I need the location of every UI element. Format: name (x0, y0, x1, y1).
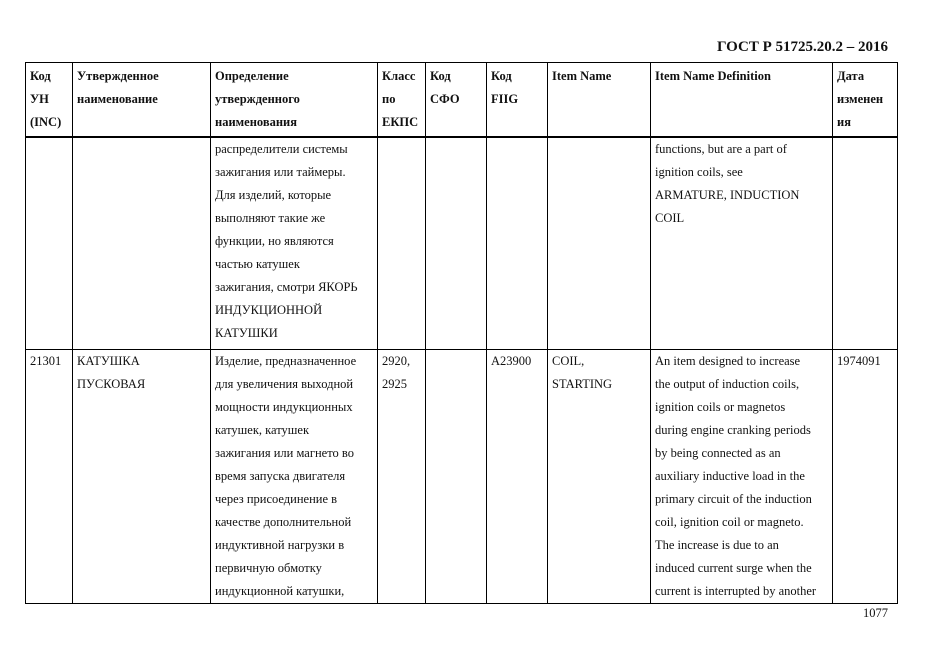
cell-class (378, 137, 426, 350)
col-header-approved-name: Утвержденное наименование (73, 63, 211, 138)
document-header: ГОСТ Р 51725.20.2 – 2016 (716, 39, 888, 55)
cell-class: 2920, 2925 (378, 350, 426, 604)
cell-sfo (426, 350, 487, 604)
cell-inc (26, 137, 73, 350)
cell-item-definition: An item designed to increase the output of induction coils, ignition coils or magnetos during engine cranking periods by being connected as an auxiliary inductive load in the primary circuit of the induction coil, ignition coil or magneto. The increase is due to an induced current surge when the current is interrupted by another (651, 350, 833, 604)
col-header-inc: Код УН (INC) (26, 63, 73, 138)
table-row (26, 350, 898, 604)
cell-definition: Изделие, предназначенное для увеличения выходной мощности индукционных катушек, катушек зажигания или магнето во время запуска двигателя через присоединение в качестве дополнительной индуктивной нагрузки в первичную обмотку индукционной катушки, (211, 350, 378, 604)
col-header-item-definition: Item Name Definition (651, 63, 833, 138)
col-header-change-date: Дата изменен ия (833, 63, 898, 138)
col-header-fiig: Код FIIG (487, 63, 548, 138)
cell-definition: распределители системы зажигания или таймеры. Для изделий, которые выполняют такие же функции, но являются частью катушек зажигания, смотри ЯКОРЬ ИНДУКЦИОННОЙ КАТУШКИ (211, 137, 378, 350)
col-header-class: Класс по ЕКПС (378, 63, 426, 138)
cell-approved-name (73, 137, 211, 350)
cell-item-definition: functions, but are a part of ignition coils, see ARMATURE, INDUCTION COIL (651, 137, 833, 350)
cell-approved-name: КАТУШКА ПУСКОВАЯ (73, 350, 211, 604)
col-header-definition: Определение утвержденного наименования (211, 63, 378, 138)
cell-item-name (548, 137, 651, 350)
cell-fiig: A23900 (487, 350, 548, 604)
table-header-row (26, 63, 898, 138)
cell-change-date (833, 137, 898, 350)
cell-sfo (426, 137, 487, 350)
col-header-item-name: Item Name (548, 63, 651, 138)
page-number: 1077 (863, 606, 888, 620)
col-header-sfo: Код СФО (426, 63, 487, 138)
cell-change-date: 1974091 (833, 350, 898, 604)
table-row (26, 137, 898, 350)
data-table (25, 62, 898, 604)
cell-item-name: COIL, STARTING (548, 350, 651, 604)
cell-fiig (487, 137, 548, 350)
cell-inc: 21301 (26, 350, 73, 604)
